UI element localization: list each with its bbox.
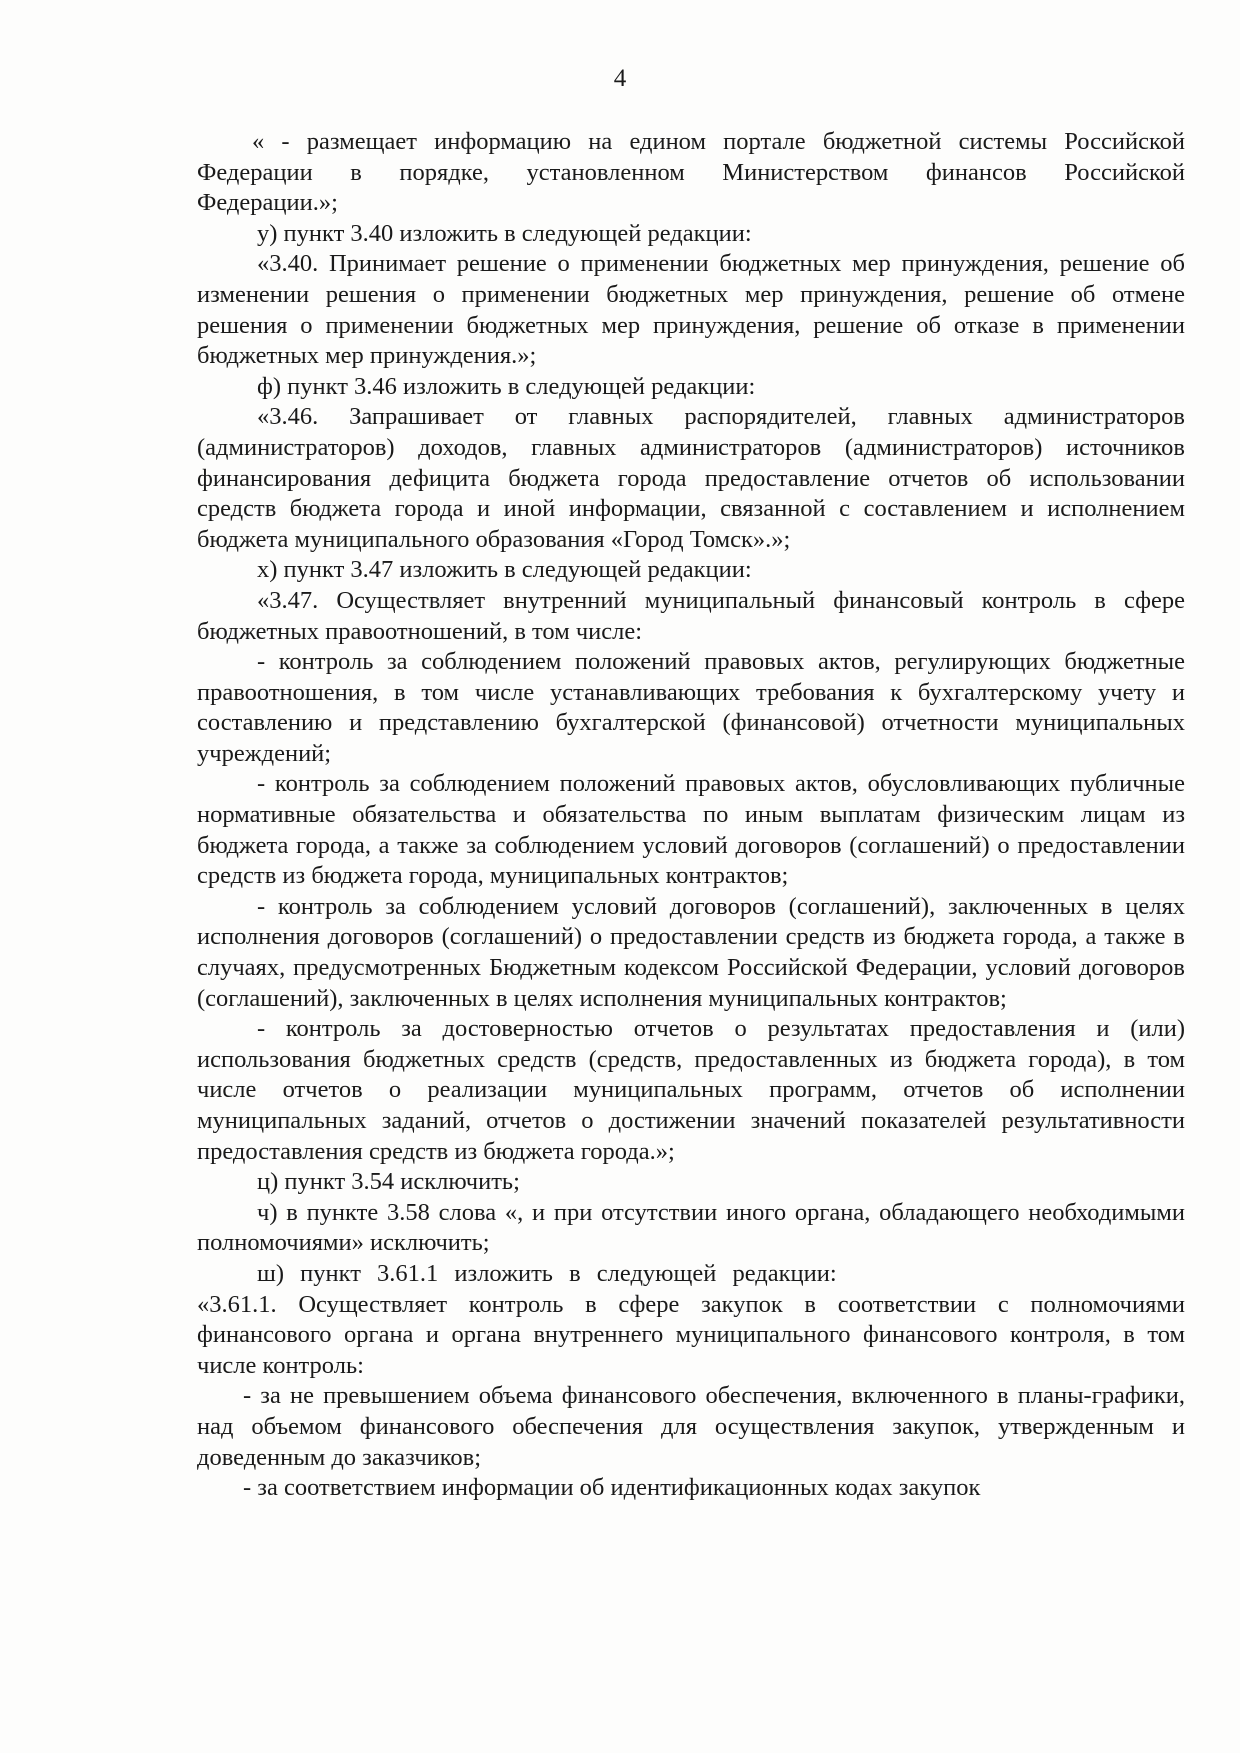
paragraph-item-ts: ц) пункт 3.54 исключить; [257, 1168, 520, 1196]
paragraph-3-61-1: «3.61.1. Осуществляет контроль в сфере закупок в соответствии с полномочиями финансового органа и органа внутреннего муниципального финансового контроля, в том числе контроль: [197, 1290, 1185, 1379]
paragraph-3-46: «3.46. Запрашивает от главных распорядителей, главных администраторов (администраторов) доходов, главных администраторов (администраторов) источников финансирования дефицита бюджета города предоставление отчетов об использовании средств бюджета города и иной информации, связанной с составлением и исполнением бюджета муниципального образования «Город Томск».»; [197, 403, 1185, 553]
paragraph-item-kh: х) пункт 3.47 изложить в следующей редакции: [257, 556, 752, 584]
paragraph-quote-portal: « - размещает информацию на едином портале бюджетной системы Российской Федерации в порядке, установленном Министерством финансов Российской Федерации.»; [197, 128, 1185, 217]
paragraph-item-ch: ч) в пункте 3.58 слова «, и при отсутствии иного органа, обладающего необходимыми полномочиями» исключить; [197, 1198, 1185, 1257]
paragraph-item-f: ф) пункт 3.46 изложить в следующей редакции: [257, 372, 756, 400]
document-body [197, 127, 1185, 1504]
paragraph-3-40: «3.40. Принимает решение о применении бюджетных мер принуждения, решение об изменении решения о применении бюджетных мер принуждения, решение об отмене решения о применении бюджетных мер принуждения, решение об отказе в применении бюджетных мер принуждения.»; [197, 250, 1185, 370]
paragraph-control-reports: - контроль за достоверностью отчетов о результатах предоставления и (или) использования бюджетных средств (средств, предоставленных из бюджета города), в том числе отчетов о реализации муниципальных программ, отчетов об исполнении муниципальных заданий, отчетов о достижении значений показателей результативности предоставления средств из бюджета города.»; [197, 1015, 1185, 1165]
paragraph-control-agreements: - контроль за соблюдением условий договоров (соглашений), заключенных в целях исполнения договоров (соглашений) о предоставлении средств из бюджета города, а также в случаях, предусмотренных Бюджетным кодексом Российской Федерации, условий договоров (соглашений), заключенных в целях исполнения муниципальных контрактов; [197, 892, 1185, 1012]
page-number: 4 [613, 65, 627, 92]
paragraph-3-47: «3.47. Осуществляет внутренний муниципальный финансовый контроль в сфере бюджетных правоотношений, в том числе: [197, 586, 1185, 645]
paragraph-procurement-codes: - за соответствием информации об идентификационных кодах закупок [243, 1474, 981, 1502]
paragraph-control-obligations: - контроль за соблюдением положений правовых актов, обусловливающих публичные нормативные обязательства и обязательства по иным выплатам физическим лицам из бюджета города, а также за соблюдением условий договоров (соглашений) о предоставлении средств из бюджета города, муниципальных контрактов; [197, 770, 1185, 890]
paragraph-item-u: у) пункт 3.40 изложить в следующей редакции: [257, 219, 752, 247]
paragraph-control-accounting: - контроль за соблюдением положений правовых актов, регулирующих бюджетные правоотношения, в том числе устанавливающих требования к бухгалтерскому учету и составлению и представлению бухгалтерской (финансовой) отчетности муниципальных учреждений; [197, 648, 1185, 767]
paragraph-item-sh: ш) пункт 3.61.1 изложить в следующей редакции: [257, 1259, 837, 1287]
paragraph-procurement-volume: - за не превышением объема финансового обеспечения, включенного в планы-графики, над объемом финансового обеспечения для осуществления закупок, утвержденным и доведенным до заказчиков; [197, 1382, 1185, 1471]
